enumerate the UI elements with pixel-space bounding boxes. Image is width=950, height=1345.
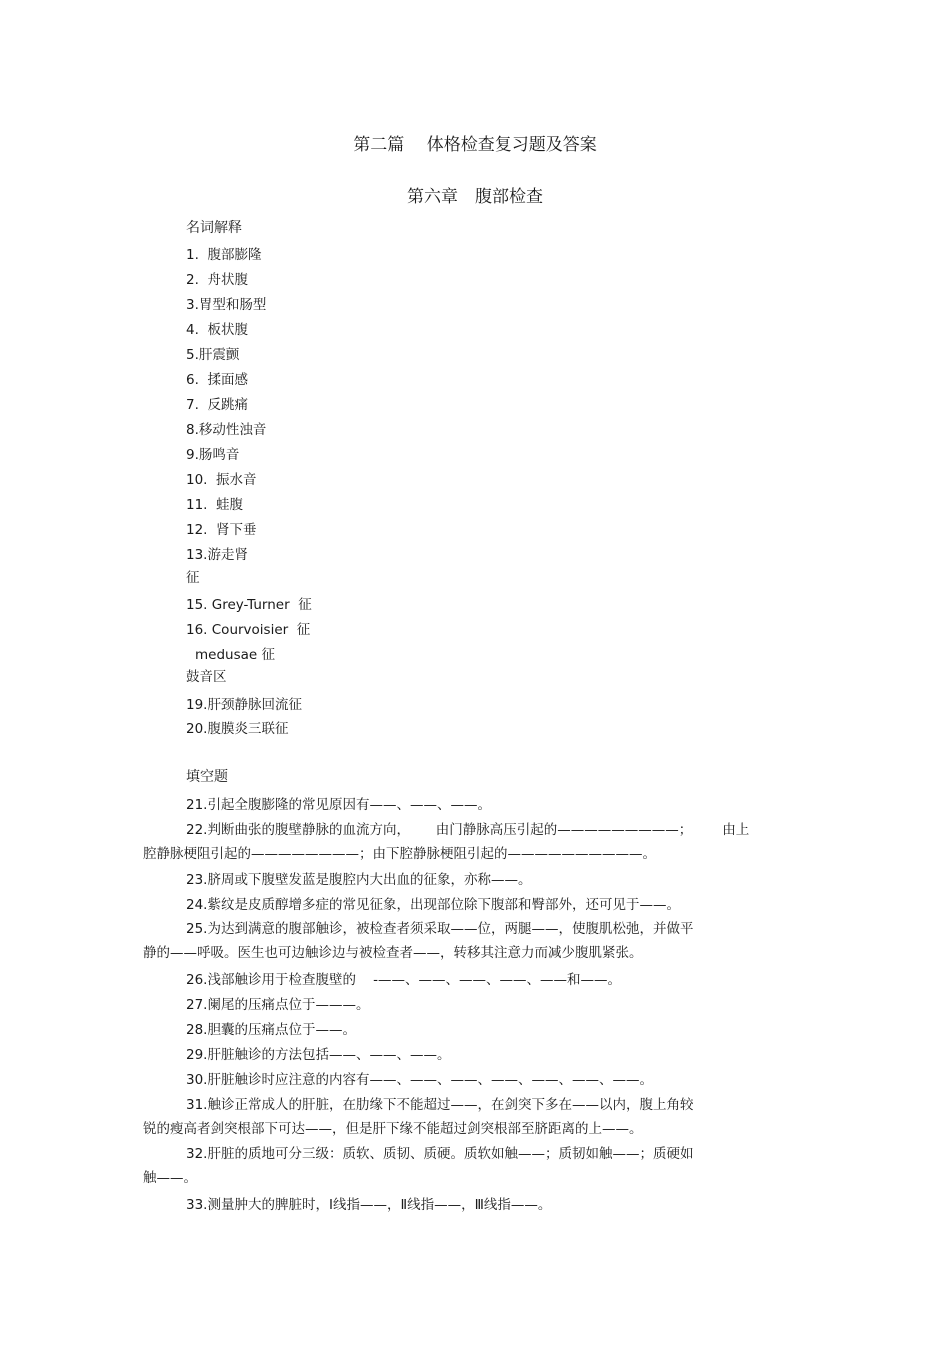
question-31: 31.触诊正常成人的肝脏，在肋缘下不能超过——，在剑突下多在——以内，腹上角较 — [186, 1097, 694, 1113]
chapter-title: 第六章 腹部检查 — [407, 187, 543, 207]
term-item: 2. 舟状腹 — [186, 272, 248, 288]
question-30: 30.肝脏触诊时应注意的内容有——、——、——、——、——、——、——。 — [186, 1072, 653, 1088]
term-item: 16. Courvoisier 征 — [186, 622, 311, 638]
question-29: 29.肝脏触诊的方法包括——、——、——。 — [186, 1047, 451, 1063]
term-item: 12. 肾下垂 — [186, 522, 257, 538]
term-item: 8.移动性浊音 — [186, 422, 267, 438]
question-22-cont: 腔静脉梗阻引起的————————；由下腔静脉梗阻引起的——————————。 — [143, 846, 656, 862]
question-32-cont: 触——。 — [143, 1170, 197, 1186]
term-item: 9.肠鸣音 — [186, 447, 240, 463]
question-25-cont: 静的——呼吸。医生也可边触诊边与被检查者——，转移其注意力而减少腹肌紧张。 — [143, 945, 643, 961]
term-item: 11. 蛙腹 — [186, 497, 244, 513]
question-25: 25.为达到满意的腹部触诊，被检查者须采取——位，两腿——，使腹肌松弛，并做平 — [186, 921, 694, 937]
term-item: medusae 征 — [195, 647, 275, 663]
question-23: 23.脐周或下腹壁发蓝是腹腔内大出血的征象，亦称——。 — [186, 872, 532, 888]
question-31-cont: 锐的瘦高者剑突根部下可达——，但是肝下缘不能超过剑突根部至脐距离的上——。 — [143, 1121, 643, 1137]
term-item: 3.胃型和肠型 — [186, 297, 267, 313]
section-heading-terms: 名词解释 — [186, 220, 242, 236]
part-title: 第二篇 体格检查复习题及答案 — [353, 135, 597, 155]
question-26: 26.浅部触诊用于检查腹壁的 -——、——、——、——、——和——。 — [186, 972, 622, 988]
term-item: 10. 振水音 — [186, 472, 257, 488]
term-item: 4. 板状腹 — [186, 322, 248, 338]
question-24: 24.紫纹是皮质醇增多症的常见征象，出现部位除下腹部和臀部外，还可见于——。 — [186, 897, 680, 913]
question-28: 28.胆囊的压痛点位于——。 — [186, 1022, 356, 1038]
term-item: 19.肝颈静脉回流征 — [186, 697, 302, 713]
question-33: 33.测量肿大的脾脏时，Ⅰ线指——，Ⅱ线指——，Ⅲ线指——。 — [186, 1197, 552, 1213]
question-27: 27.阑尾的压痛点位于———。 — [186, 997, 370, 1013]
section-heading-fill: 填空题 — [186, 769, 228, 785]
question-22: 22.判断曲张的腹壁静脉的血流方向， 由门静脉高压引起的—————————； 由上 — [186, 822, 750, 838]
term-item: 6. 揉面感 — [186, 372, 248, 388]
term-item: 13.游走肾 — [186, 547, 248, 563]
question-32: 32.肝脏的质地可分三级：质软、质韧、质硬。质软如触——；质韧如触——；质硬如 — [186, 1146, 694, 1162]
question-21: 21.引起全腹膨隆的常见原因有——、——、——。 — [186, 797, 491, 813]
term-item: 1. 腹部膨隆 — [186, 247, 262, 263]
term-item: 7. 反跳痛 — [186, 397, 248, 413]
term-item: 5.肝震颤 — [186, 347, 240, 363]
term-item: 20.腹膜炎三联征 — [186, 721, 289, 737]
term-item: 15. Grey-Turner 征 — [186, 597, 312, 613]
term-item: 鼓音区 — [186, 669, 227, 685]
term-item: 征 — [186, 570, 200, 586]
